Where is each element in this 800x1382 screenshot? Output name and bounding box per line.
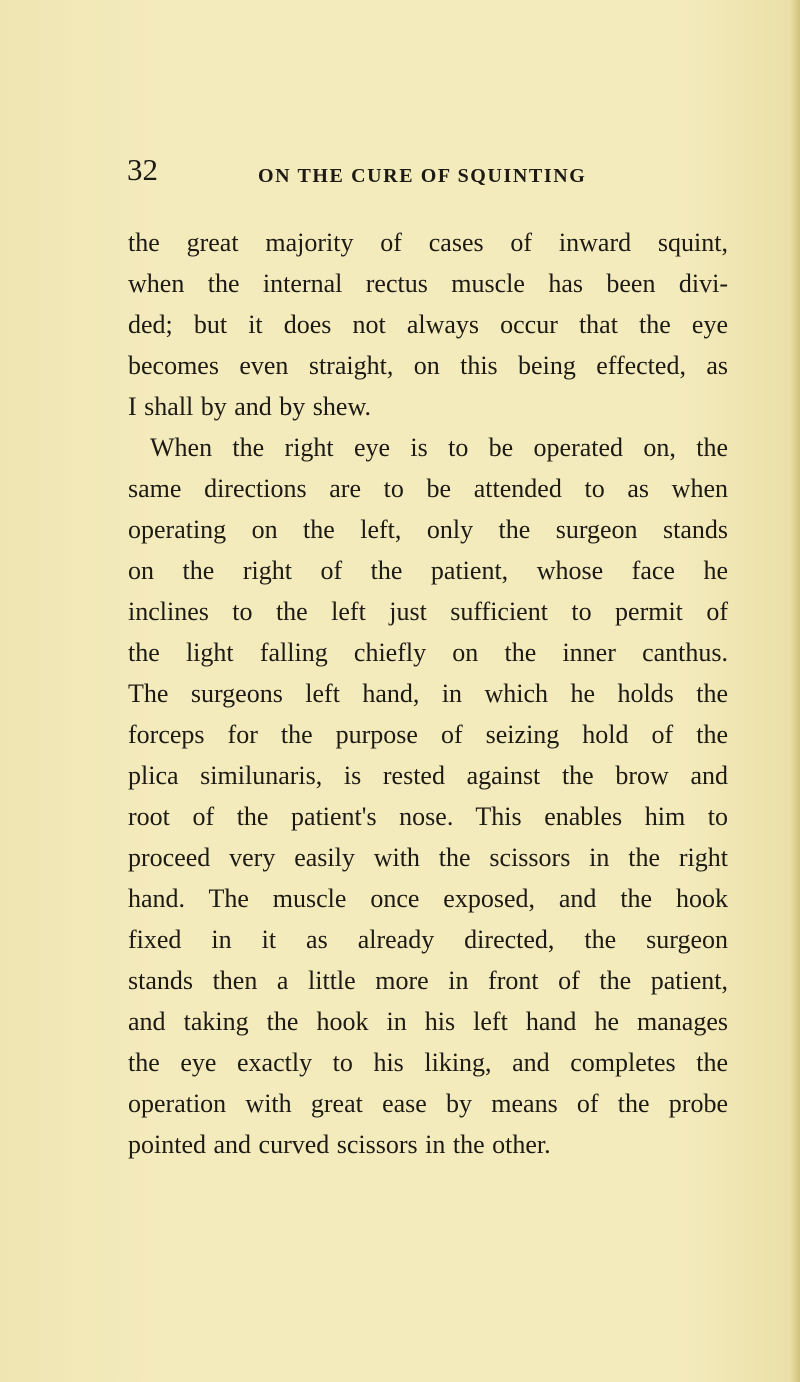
text-line: the great majority of cases of inward squint, xyxy=(128,228,728,257)
running-title: ON THE CURE OF SQUINTING xyxy=(258,165,587,187)
text-line: inclines to the left just sufficient to permit of xyxy=(128,597,728,626)
text-line: operating on the left, only the surgeon stands xyxy=(128,515,728,544)
page-edge-shadow xyxy=(790,0,800,1382)
text-line: The surgeons left hand, in which he holds the xyxy=(128,679,728,708)
text-line: becomes even straight, on this being effected, as xyxy=(128,351,728,380)
text-line: and taking the hook in his left hand he manages xyxy=(128,1007,728,1036)
text-line: forceps for the purpose of seizing hold of the xyxy=(128,720,728,749)
text-line: pointed and curved scissors in the other. xyxy=(128,1130,551,1159)
text-line: operation with great ease by means of the probe xyxy=(128,1089,728,1118)
text-line: stands then a little more in front of the patient, xyxy=(128,966,728,995)
text-line: root of the patient's nose. This enables him to xyxy=(128,802,728,831)
text-line: plica similunaris, is rested against the brow and xyxy=(128,761,728,790)
body-text xyxy=(128,222,728,1165)
text-line: same directions are to be attended to as when xyxy=(128,474,728,503)
text-line: fixed in it as already directed, the surgeon xyxy=(128,925,728,954)
page-header xyxy=(0,150,800,200)
text-line: I shall by and by shew. xyxy=(128,392,372,421)
text-line: the light falling chiefly on the inner canthus. xyxy=(128,638,728,667)
paragraph-start-line: When the right eye is to be operated on, the xyxy=(150,433,728,462)
text-line: hand. The muscle once exposed, and the hook xyxy=(128,884,728,913)
text-line: when the internal rectus muscle has been divi- xyxy=(128,269,728,298)
text-line: on the right of the patient, whose face he xyxy=(128,556,728,585)
text-line: proceed very easily with the scissors in the right xyxy=(128,843,728,872)
page-number: 32 xyxy=(127,152,158,187)
text-line: ded; but it does not always occur that the eye xyxy=(128,310,728,339)
text-line: the eye exactly to his liking, and completes the xyxy=(128,1048,728,1077)
